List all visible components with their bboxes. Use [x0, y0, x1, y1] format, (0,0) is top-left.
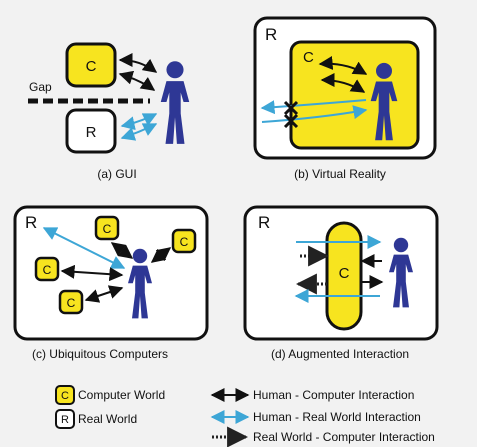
panel-ubiquitous-computers: [15, 207, 207, 361]
real-world-label: R: [25, 213, 38, 232]
real-world-label: R: [265, 25, 278, 44]
real-world-label: R: [85, 124, 97, 141]
legend-human-computer-label: Human - Computer Interaction: [253, 388, 415, 402]
human-real-arrow: [122, 114, 156, 126]
legend-real-computer-label: Real World - Computer Interaction: [253, 430, 435, 444]
legend-human-real-label: Human - Real World Interaction: [253, 410, 421, 424]
legend-real-world-symbol: R: [61, 414, 69, 426]
computer-world-label: C: [303, 49, 314, 66]
computer-world-label: C: [179, 235, 189, 249]
legend-computer-world-symbol: C: [61, 390, 69, 402]
computer-world-label: C: [42, 263, 52, 277]
panel-augmented-interaction: [245, 207, 437, 361]
real-world-label: R: [258, 213, 271, 232]
panel-gui: [28, 44, 189, 181]
computer-world-label: C: [66, 296, 76, 310]
panel-caption: (c) Ubiquitous Computers: [31, 347, 169, 361]
panel-virtual-reality: [255, 18, 435, 181]
computer-world-label: C: [338, 265, 350, 282]
legend-computer-world-label: Computer World: [78, 388, 166, 402]
human-computer-arrow: [120, 60, 156, 72]
human-computer-arrow: [120, 74, 154, 90]
human-figure-icon: [161, 61, 190, 144]
panel-caption: (b) Virtual Reality: [294, 167, 386, 181]
computer-world-label: C: [102, 222, 112, 236]
legend-real-world-label: Real World: [78, 412, 138, 426]
human-real-arrow: [122, 124, 156, 138]
panel-caption: (a) GUI: [97, 167, 137, 181]
gap-label: Gap: [29, 80, 52, 94]
legend: [56, 386, 435, 444]
computer-world-label: C: [85, 58, 97, 75]
panel-caption: (d) Augmented Interaction: [270, 347, 410, 361]
